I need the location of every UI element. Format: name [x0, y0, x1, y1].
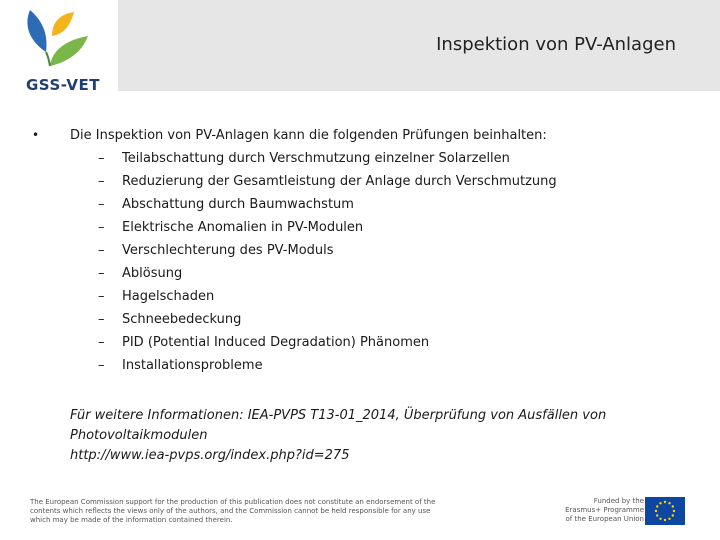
list-item: [32, 174, 692, 197]
main-bullet: [32, 128, 692, 151]
list-item: [32, 289, 692, 312]
eu-disclaimer: The European Commission support for the production of this publication does not constitute an endorsement of the contents which reflects the views only of the authors, and the Commission cannot be held responsible for any use which may be made of the information contained therein.: [30, 498, 436, 524]
list-item-text: Abschattung durch Baumwachstum: [122, 197, 354, 212]
dash-marker: –: [98, 266, 105, 281]
dash-marker: –: [98, 174, 105, 189]
inspection-list: [32, 151, 692, 381]
dash-marker: –: [98, 220, 105, 235]
eu-flag-icon: [645, 497, 685, 525]
list-item: [32, 220, 692, 243]
dash-marker: –: [98, 243, 105, 258]
list-item-text: Elektrische Anomalien in PV-Modulen: [122, 220, 364, 235]
funded-by-text: Funded by the Erasmus+ Programme of the European Union: [565, 497, 644, 523]
note-reference: Für weitere Informationen: IEA-PVPS T13-01_2014, Überprüfung von Ausfällen von Photovoltaikmodulen: [70, 408, 607, 443]
list-item: [32, 243, 692, 266]
bullet-marker: •: [32, 128, 40, 142]
dash-marker: –: [98, 358, 105, 373]
gss-vet-logo: [22, 6, 104, 98]
dash-marker: –: [98, 289, 105, 304]
list-item-text: Teilabschattung durch Verschmutzung einzelner Solarzellen: [122, 151, 510, 166]
logo-text: GSS-VET: [26, 76, 100, 94]
list-item-text: Hagelschaden: [122, 289, 215, 304]
dash-marker: –: [98, 197, 105, 212]
list-item-text: Installationsprobleme: [122, 358, 263, 373]
list-item: [32, 335, 692, 358]
list-item-text: Verschlechterung des PV-Moduls: [122, 243, 334, 258]
note-url: http://www.iea-pvps.org/index.php?id=275: [70, 448, 350, 463]
list-item-text: PID (Potential Induced Degradation) Phänomen: [122, 335, 430, 350]
list-item-text: Ablösung: [122, 266, 183, 281]
dash-marker: –: [98, 312, 105, 327]
intro-text: Die Inspektion von PV-Anlagen kann die folgenden Prüfungen beinhalten:: [70, 128, 547, 143]
dash-marker: –: [98, 335, 105, 350]
list-item-text: Schneebedeckung: [122, 312, 242, 327]
list-item-text: Reduzierung der Gesamtleistung der Anlage durch Verschmutzung: [122, 174, 557, 189]
list-item: [32, 312, 692, 335]
list-item: [32, 358, 692, 381]
dash-marker: –: [98, 151, 105, 166]
content-area: [32, 128, 692, 381]
list-item: [32, 151, 692, 174]
list-item: [32, 197, 692, 220]
slide-title: Inspektion von PV-Anlagen: [436, 34, 676, 55]
info-note: [70, 406, 650, 466]
logo-leaves-icon: [22, 6, 102, 72]
list-item: [32, 266, 692, 289]
